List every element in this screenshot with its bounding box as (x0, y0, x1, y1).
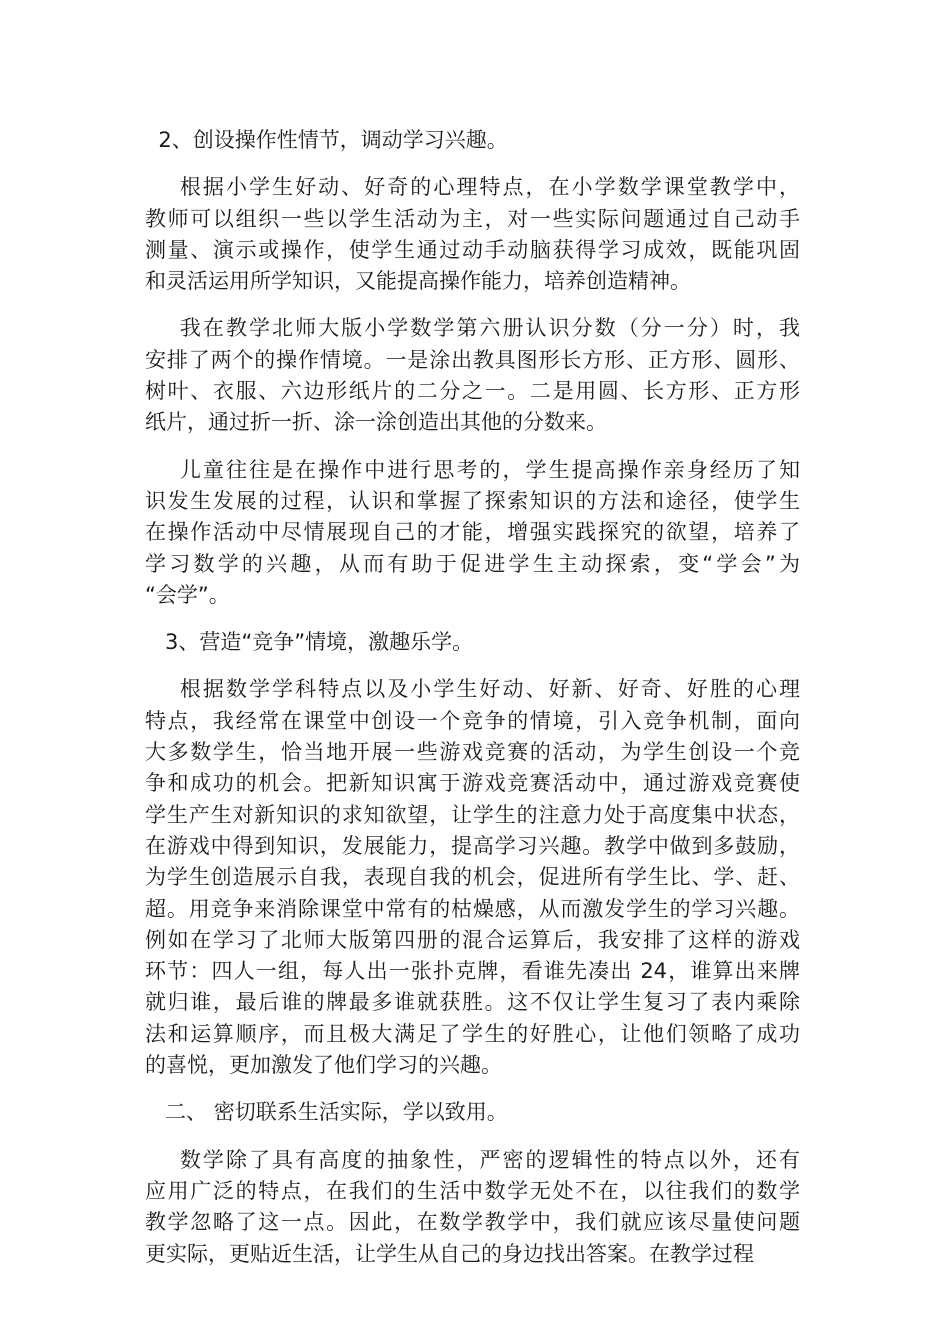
text-line: 树叶、衣服、六边形纸片的二分之一。二是用圆、长方形、正方形 (145, 379, 800, 404)
text-line: 在游戏中得到知识，发展能力，提高学习兴趣。教学中做到多鼓励， (145, 833, 800, 858)
text-line: 儿童往往是在操作中进行思考的，学生提高操作亲身经历了知 (145, 457, 800, 482)
text-line: 就归谁，最后谁的牌最多谁就获胜。这不仅让学生复习了表内乘除 (145, 990, 800, 1015)
section-heading (145, 627, 800, 658)
text-line: 根据数学学科特点以及小学生好动、好新、好奇、好胜的心理 (145, 677, 800, 702)
text-line: 和灵活运用所学知识，又能提高操作能力，培养创造精神。 (145, 269, 691, 294)
text-line: 学习数学的兴趣，从而有助于促进学生主动探索，变“学会”为 (145, 551, 800, 576)
text-line: 应用广泛的特点，在我们的生活中数学无处不在，以往我们的数学 (145, 1178, 800, 1203)
section-heading (145, 125, 800, 156)
text-line: 2、创设操作性情节，调动学习兴趣。 (145, 128, 508, 152)
body-paragraph (145, 172, 800, 297)
body-paragraph (145, 313, 800, 438)
text-line: 识发生发展的过程，认识和掌握了探索知识的方法和途径，使学生 (145, 488, 800, 513)
text-line: 根据小学生好动、好奇的心理特点，在小学数学课堂教学中， (145, 175, 800, 200)
section-heading (145, 1097, 800, 1128)
text-line: 数学除了具有高度的抽象性，严密的逻辑性的特点以外，还有 (145, 1147, 800, 1172)
text-line: 教师可以组织一些以学生活动为主，对一些实际问题通过自己动手 (145, 206, 800, 231)
text-line: 的喜悦，更加激发了他们学习的兴趣。 (145, 1053, 502, 1078)
text-line: 安排了两个的操作情境。一是涂出教具图形长方形、正方形、圆形、 (145, 347, 800, 372)
text-line: 特点，我经常在课堂中创设一个竞争的情境，引入竞争机制，面向 (145, 708, 800, 733)
text-line: 环节：四人一组，每人出一张扑克牌，看谁先凑出 24，谁算出来牌 (145, 959, 800, 984)
text-line: 更实际，更贴近生活，让学生从自己的身边找出答案。在教学过程 (145, 1241, 754, 1266)
text-line: 测量、演示或操作，使学生通过动手动脑获得学习成效，既能巩固 (145, 237, 800, 262)
text-line: 为学生创造展示自我，表现自我的机会，促进所有学生比、学、赶、 (145, 865, 800, 890)
text-line: 在操作活动中尽情展现自己的才能，增强实践探究的欲望，培养了 (145, 520, 800, 545)
text-line: 超。用竞争来消除课堂中常有的枯燥感，从而激发学生的学习兴趣。 (145, 896, 800, 921)
body-paragraph (145, 1145, 800, 1270)
text-line: 教学忽略了这一点。因此，在数学教学中，我们就应该尽量使问题 (145, 1210, 800, 1235)
text-line: 二、 密切联系生活实际，学以致用。 (145, 1100, 508, 1125)
text-line: 学生产生对新知识的求知欲望，让学生的注意力处于高度集中状态， (145, 802, 800, 827)
body-paragraph (145, 455, 800, 611)
body-paragraph (145, 674, 800, 1081)
document-page (145, 125, 800, 1286)
text-line: 我在教学北师大版小学数学第六册认识分数（分一分）时，我 (145, 316, 800, 341)
text-line: “会学”。 (145, 582, 230, 607)
text-line: 3、营造“竞争”情境，激趣乐学。 (145, 630, 474, 655)
text-line: 例如在学习了北师大版第四册的混合运算后，我安排了这样的游戏 (145, 927, 800, 952)
text-line: 争和成功的机会。把新知识寓于游戏竞赛活动中，通过游戏竞赛使 (145, 771, 800, 796)
text-line: 法和运算顺序，而且极大满足了学生的好胜心，让他们领略了成功 (145, 1021, 800, 1046)
text-line: 纸片，通过折一折、涂一涂创造出其他的分数来。 (145, 410, 607, 435)
text-line: 大多数学生，恰当地开展一些游戏竞赛的活动，为学生创设一个竞 (145, 740, 800, 765)
